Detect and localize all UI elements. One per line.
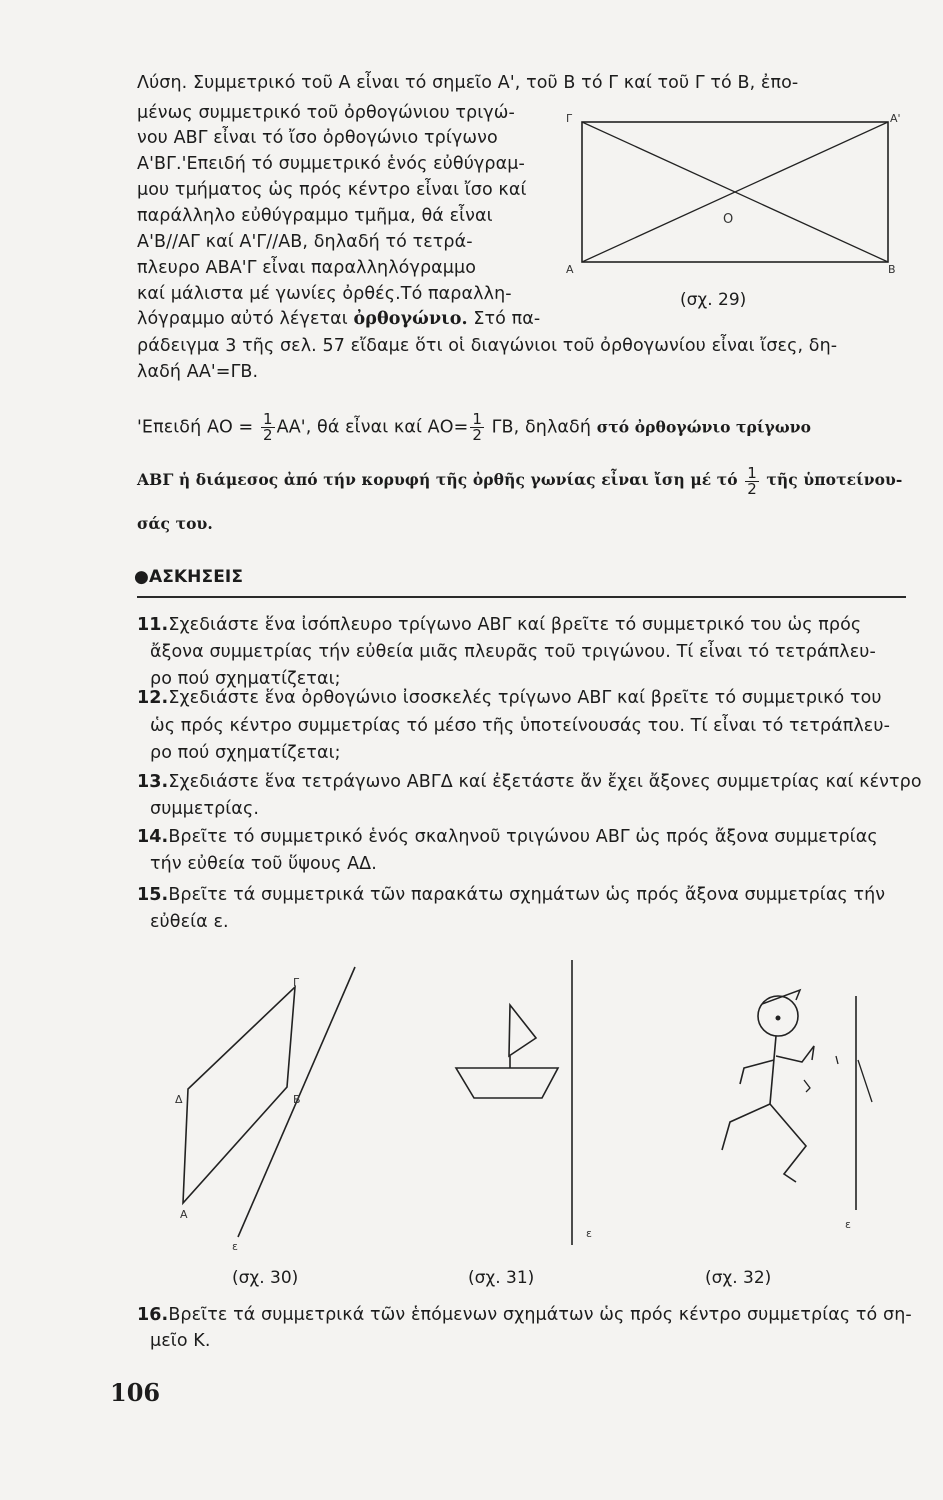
section-header bbox=[134, 566, 243, 588]
section-divider bbox=[137, 596, 906, 598]
fig31-label-e: ε bbox=[586, 1227, 592, 1240]
solution-line-2: μένως συμμετρικό τοῦ ὀρθογώνιου τριγώ- bbox=[137, 103, 515, 123]
exercise-11-text-1: Σχεδιάστε ἕνα ἰσόπλευρο τρίγωνο ΑΒΓ καί βρεῖτε τό συμμετρικό του ὡς πρός bbox=[168, 615, 862, 635]
theorem-line-3: σάς του. bbox=[137, 514, 213, 533]
fraction-half-3 bbox=[745, 463, 759, 498]
solution-line-7: Α'Β//ΑΓ καί Α'Γ//ΑΒ, δηλαδή τό τετρά- bbox=[137, 232, 473, 252]
solution-line-4: Α'ΒΓ.'Επειδή τό συμμετρικό ἑνός εὐθύγραμ- bbox=[137, 154, 525, 174]
solution-line-10 bbox=[137, 308, 540, 330]
figure-29-caption: (σχ. 29) bbox=[680, 290, 747, 310]
exercise-13-number: 13. bbox=[137, 772, 169, 792]
exercise-13-line-2: συμμετρίας. bbox=[150, 799, 259, 819]
theorem-start: στό ὀρθογώνιο τρίγωνο bbox=[596, 417, 812, 437]
left-arm bbox=[740, 1060, 774, 1084]
parallelogram-shape bbox=[183, 987, 295, 1203]
exercise-14-line-1 bbox=[137, 826, 878, 848]
bullet-icon: ● bbox=[134, 567, 149, 587]
exercise-16-number: 16. bbox=[137, 1305, 169, 1325]
figure-31-caption: (σχ. 31) bbox=[468, 1268, 535, 1288]
figure-30-caption: (σχ. 30) bbox=[232, 1268, 299, 1288]
page-number: 106 bbox=[110, 1378, 161, 1407]
fraction-denominator: 2 bbox=[747, 479, 757, 498]
sail-shape bbox=[509, 1005, 536, 1056]
exercise-12-number: 12. bbox=[137, 688, 169, 708]
eye-dot bbox=[776, 1016, 781, 1021]
formula-text-2: ΑΑ', θά εἶναι καί ΑΟ= bbox=[276, 417, 469, 438]
theorem-text-end: τῆς ὑποτείνου- bbox=[760, 470, 903, 489]
fraction-half-2 bbox=[470, 412, 484, 443]
front-leg bbox=[770, 1104, 806, 1182]
solution-line-5: μου τμήματος ὡς πρός κέντρο εἶναι ἴσο καί bbox=[137, 180, 527, 200]
exercise-16-line-1 bbox=[137, 1304, 912, 1326]
solution-line-10-start: λόγραμμο αὐτό λέγεται bbox=[137, 309, 354, 329]
fig29-label-g: Γ bbox=[566, 112, 573, 125]
figure-31-sailboat bbox=[440, 960, 590, 1250]
solution-line-10-end: Στό πα- bbox=[467, 309, 541, 329]
hand-mark bbox=[804, 1080, 810, 1092]
fig30-label-a: Α bbox=[180, 1208, 188, 1221]
exercise-11-line-2: ἄξονα συμμετρίας τήν εὐθεία μιᾶς πλευρᾶς τοῦ τριγώνου. Τί εἶναι τό τετράπλευ- bbox=[150, 642, 876, 662]
torso-line bbox=[770, 1036, 776, 1104]
fig29-label-o: Ο bbox=[723, 212, 734, 227]
section-title: ΑΣΚΗΣΕΙΣ bbox=[148, 567, 244, 587]
fig29-label-b: Β bbox=[888, 263, 896, 276]
solution-line-9: καί μάλιστα μέ γωνίες ὀρθές.Τό παραλλη- bbox=[137, 284, 512, 304]
theorem-line-2 bbox=[137, 465, 902, 497]
fraction-half-1 bbox=[261, 412, 275, 443]
exercise-13-line-1 bbox=[137, 771, 922, 793]
exercise-12-line-2: ὡς πρός κέντρο συμμετρίας τό μέσο τῆς ὑποτείνουσάς του. Τί εἶναι τό τετράπλευ- bbox=[150, 716, 891, 736]
exercise-14-text-1: Βρεῖτε τό συμμετρικό ἑνός σκαληνοῦ τριγώνου ΑΒΓ ὡς πρός ἄξονα συμμετρίας bbox=[168, 827, 878, 847]
fig30-label-e: ε bbox=[232, 1240, 238, 1253]
exercise-11-number: 11. bbox=[137, 615, 169, 635]
motion-marks bbox=[836, 1056, 872, 1102]
figure-29-rectangle bbox=[560, 110, 900, 310]
fig29-label-a1: Α' bbox=[890, 112, 901, 125]
figure-32-caption: (σχ. 32) bbox=[705, 1268, 772, 1288]
exercise-12-text-1: Σχεδιάστε ἕνα ὀρθογώνιο ἰσοσκελές τρίγωνο ΑΒΓ καί βρεῖτε τό συμμετρικό του bbox=[168, 688, 882, 708]
solution-line-3: νου ΑΒΓ εἶναι τό ἴσο ὀρθογώνιο τρίγωνο bbox=[137, 128, 498, 148]
solution-line-1: Λύση. Συμμετρικό τοῦ Α εἶναι τό σημεῖο Α', τοῦ Β τό Γ καί τοῦ Γ τό Β, ἐπο- bbox=[137, 73, 799, 93]
right-arm bbox=[776, 1046, 814, 1062]
fig29-label-a: Α bbox=[566, 263, 574, 276]
exercise-11-line-1 bbox=[137, 614, 861, 636]
fraction-numerator: 1 bbox=[747, 463, 757, 482]
fraction-denominator: 2 bbox=[262, 426, 273, 444]
exercise-16-line-2: μεῖο Κ. bbox=[150, 1331, 211, 1351]
solution-line-12: λαδή ΑΑ'=ΓΒ. bbox=[137, 362, 259, 382]
fig30-label-d: Δ bbox=[175, 1093, 183, 1106]
theorem-text: ΑΒΓ ἡ διάμεσος ἀπό τήν κορυφή τῆς ὀρθῆς γωνίας εἶναι ἴση μέ τό bbox=[137, 470, 744, 489]
exercise-15-line-2: εὐθεία ε. bbox=[150, 912, 229, 932]
cap-brim bbox=[762, 990, 800, 1004]
solution-line-6: παράλληλο εὐθύγραμμο τμῆμα, θά εἶναι bbox=[137, 206, 493, 226]
figure-30-parallelogram bbox=[160, 965, 370, 1255]
fig30-label-g: Γ bbox=[293, 976, 300, 989]
exercise-12-line-1 bbox=[137, 687, 882, 709]
fraction-denominator: 2 bbox=[472, 426, 482, 444]
figure-32-runner bbox=[700, 960, 900, 1250]
hull-shape bbox=[456, 1068, 558, 1098]
exercise-16-text-1: Βρεῖτε τά συμμετρικά τῶν ἑπόμενων σχημάτων ὡς πρός κέντρο συμμετρίας τό ση- bbox=[168, 1305, 912, 1325]
solution-line-8: πλευρο ΑΒΑ'Γ εἶναι παραλληλόγραμμο bbox=[137, 258, 477, 278]
term-orthogonio: ὀρθογώνιο. bbox=[353, 309, 468, 329]
fig30-label-b: Β bbox=[293, 1093, 301, 1106]
exercise-14-number: 14. bbox=[137, 827, 169, 847]
exercise-15-number: 15. bbox=[137, 885, 169, 905]
fraction-numerator: 1 bbox=[262, 410, 273, 428]
back-leg bbox=[722, 1104, 770, 1150]
exercise-14-line-2: τήν εὐθεία τοῦ ὕψους ΑΔ. bbox=[150, 854, 377, 874]
exercise-12-line-3: ρο πού σχηματίζεται; bbox=[150, 743, 341, 763]
fig32-label-e: ε bbox=[845, 1218, 851, 1231]
exercise-13-text-1: Σχεδιάστε ἕνα τετράγωνο ΑΒΓΔ καί ἐξετάστε ἄν ἔχει ἄξονες συμμετρίας καί κέντρο bbox=[168, 772, 922, 792]
formula-text-3: ΓΒ, δηλαδή bbox=[486, 417, 597, 438]
exercise-15-line-1 bbox=[137, 884, 885, 906]
exercise-15-text-1: Βρεῖτε τά συμμετρικά τῶν παρακάτω σχημάτων ὡς πρός ἄξονα συμμετρίας τήν bbox=[168, 885, 886, 905]
formula-line bbox=[137, 412, 811, 443]
fraction-numerator: 1 bbox=[472, 410, 482, 428]
formula-text-1: 'Επειδή ΑΟ = bbox=[137, 417, 259, 438]
exercise-11-line-3: ρο πού σχηματίζεται; bbox=[150, 669, 341, 689]
solution-line-11: ράδειγμα 3 τῆς σελ. 57 εἴδαμε ὅτι οἱ διαγώνιοι τοῦ ὀρθογωνίου εἶναι ἴσες, δη- bbox=[137, 336, 838, 356]
